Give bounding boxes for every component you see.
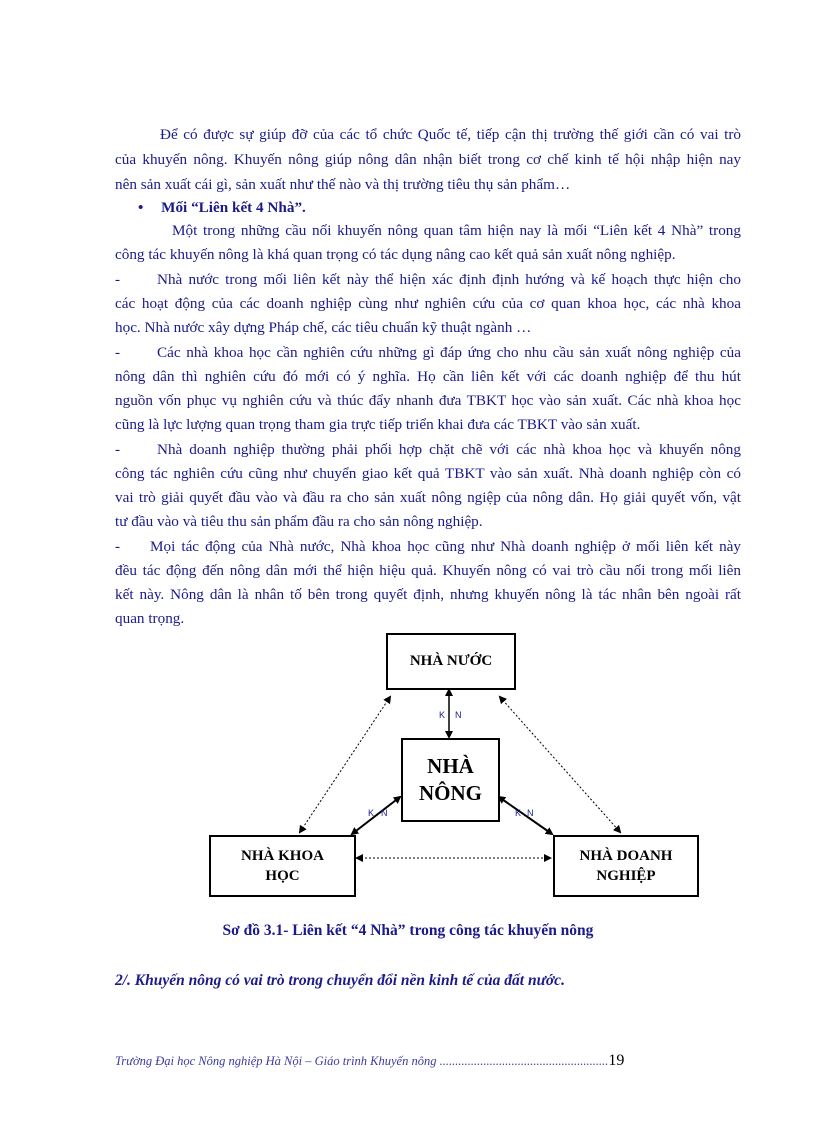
box-business <box>553 835 699 897</box>
section-heading: 2/. Khuyến nông có vai trò trong chuyển đổi nền kinh tế của đất nước. <box>115 972 565 989</box>
footer-text: Trường Đại học Nông nghiệp Hà Nội – Giáo trình Khuyến nông ...................................................... <box>115 1054 609 1068</box>
paragraph-line: kết này. Nông dân là nhân tố bên trong quyết định, nhưng khuyến nông là tác nhân bên ngoài rất <box>115 586 741 603</box>
box-business-label-1: NHÀ DOANH <box>579 848 673 864</box>
paragraph-line: nông dân thì nghiên cứu đó mới có ý nghĩa. Họ cần liên kết với các doanh nghiệp để thu hút <box>115 368 741 385</box>
box-science-label-1: NHÀ KHOA <box>241 848 324 864</box>
kn-label-k: K <box>439 710 446 720</box>
box-business-label-2: NGHIỆP <box>596 868 656 884</box>
dash-marker: - <box>115 441 121 458</box>
box-farmer-label-2: NÔNG <box>419 781 482 805</box>
paragraph-line: tư đầu vào và tiêu thu sản phẩm đầu ra cho sản nông nghiệp. <box>115 513 483 530</box>
paragraph-line: vai trò giải quyết đầu vào và đầu ra cho sản xuất nông ngiệp của nông dân. Họ giải quyết vốn, vật <box>115 489 741 506</box>
paragraph-line: công tác khuyến nông là khá quan trọng có tác dụng nâng cao kết quả sản xuất nông nghiệp. <box>115 246 676 263</box>
bullet-icon: • <box>138 199 144 216</box>
dash-marker: - <box>115 538 121 555</box>
kn-label-k: K <box>368 808 375 818</box>
kn-label-n: N <box>381 808 388 818</box>
paragraph-line: đều tác động đến nông dân mới thể hiện hiệu quả. Khuyến nông có vai trò cầu nối trong mối liên <box>115 562 741 579</box>
kn-label-n: N <box>455 710 462 720</box>
paragraph-line: các hoạt động của các doanh nghiệp cùng như nghiên cứu của cơ quan khoa học, các nhà khoa <box>115 295 741 312</box>
paragraph-line: Các nhà khoa học cần nghiên cứu những gì đáp ứng cho nhu cầu sản xuất nông nghiệp của <box>157 344 741 361</box>
arrow-state-science <box>300 697 390 832</box>
page-footer <box>115 1052 624 1070</box>
arrow-farmer-business <box>499 797 552 834</box>
box-farmer <box>401 738 500 822</box>
figure-caption: Sơ đồ 3.1- Liên kết “4 Nhà” trong công tác khuyến nông <box>222 922 594 939</box>
kn-label-k: K <box>515 808 522 818</box>
paragraph-line: công tác nghiên cứu cũng như chuyển giao kết quả TBKT vào sản xuất. Nhà doanh nghiệp còn có <box>115 465 741 482</box>
page-number: 19 <box>608 1052 625 1069</box>
box-science-label-2: HỌC <box>265 868 300 884</box>
paragraph-line: Một trong những cầu nối khuyến nông quan tâm hiện nay là mối “Liên kết 4 Nhà” trong <box>172 222 741 239</box>
box-science <box>209 835 356 897</box>
paragraph-line: của khuyến nông. Khuyến nông giúp nông dân nhận biết trong cơ chế kinh tế hội nhập hiện nay <box>115 151 741 168</box>
paragraph-line: nên sản xuất cái gì, sản xuất như thế nào và thị trường tiêu thụ sản phẩm… <box>115 176 571 193</box>
paragraph-line: Mọi tác động của Nhà nước, Nhà khoa học cũng như Nhà doanh nghiệp ở mối liên kết này <box>150 538 741 555</box>
bullet-heading-text: Mối “Liên kết 4 Nhà”. <box>161 199 306 216</box>
paragraph-line: Nhà nước trong mối liên kết này thể hiện xác định định hướng và kế hoạch thực hiện cho <box>157 271 741 288</box>
dash-marker: - <box>115 271 121 288</box>
paragraph-line: cũng là lực lượng quan trọng tham gia trực tiếp triển khai đưa các TBKT vào sản xuất. <box>115 416 641 433</box>
arrow-farmer-science <box>352 797 400 834</box>
dash-marker: - <box>115 344 121 361</box>
box-farmer-label-1: NHÀ <box>427 754 474 778</box>
box-state-label: NHÀ NƯỚC <box>409 653 493 669</box>
paragraph-line: quan trọng. <box>115 610 185 627</box>
paragraph-line: Để có được sự giúp đỡ của các tổ chức Quốc tế, tiếp cận thị trường thế giới cần có vai trò <box>160 126 741 143</box>
paragraph-line: học. Nhà nước xây dựng Pháp chế, các tiêu chuẩn kỹ thuật ngành … <box>115 319 532 336</box>
paragraph-line: nguồn vốn phục vụ nghiên cứu và thúc đẩy nhanh đưa TBKT học vào sản xuất. Các nhà khoa học <box>115 392 741 409</box>
box-state <box>386 633 516 690</box>
kn-label-n: N <box>527 808 534 818</box>
paragraph-line: Nhà doanh nghiệp thường phải phối hợp chặt chẽ với các nhà khoa học và khuyến nông <box>157 441 741 458</box>
